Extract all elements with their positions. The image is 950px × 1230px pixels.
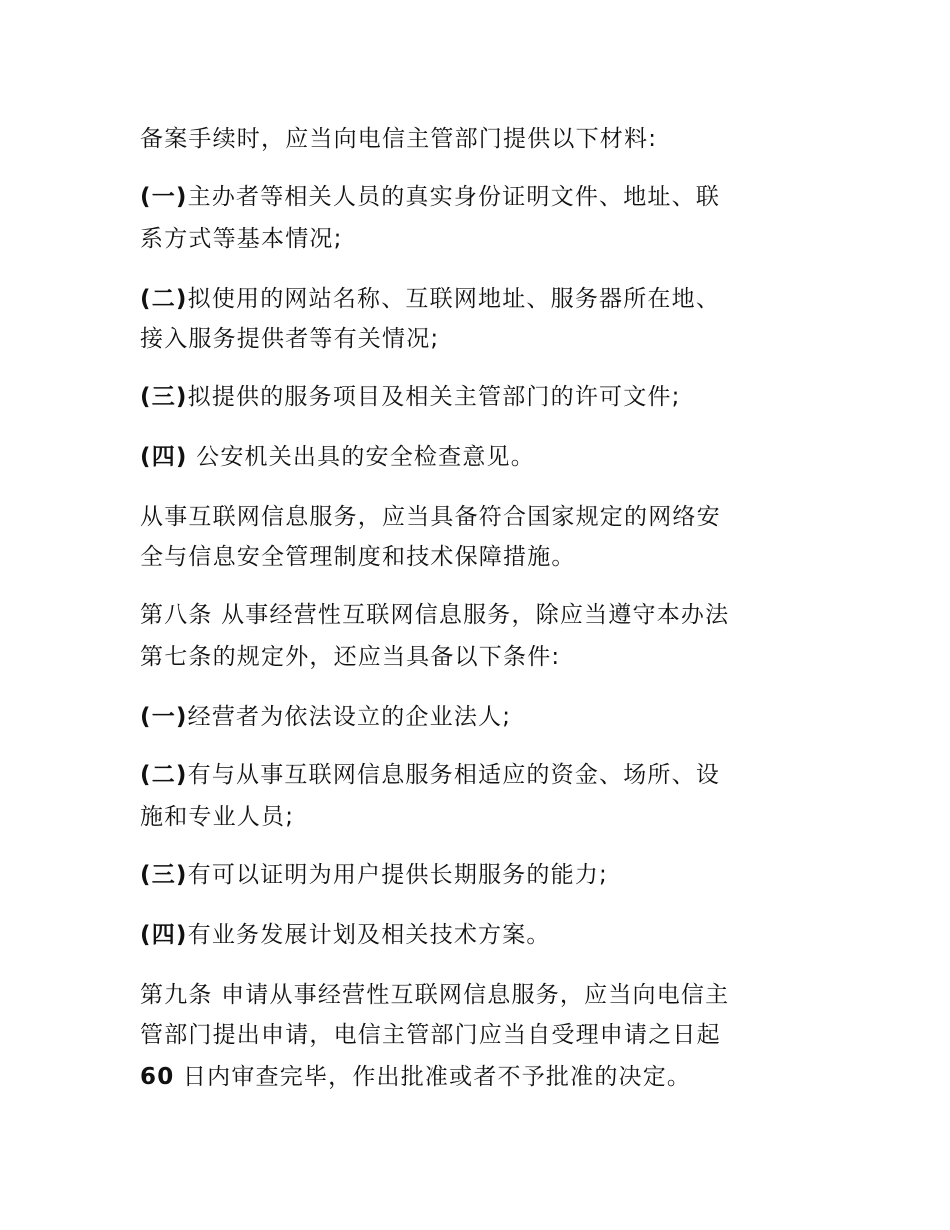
- list-marker: (四): [140, 922, 188, 948]
- line-text: 有可以证明为用户提供长期服务的能力;: [187, 862, 608, 888]
- list-marker: (二): [140, 286, 188, 312]
- text-line: [140, 802, 294, 832]
- text-line: [140, 442, 535, 472]
- number-marker: 60: [140, 1064, 175, 1090]
- text-line: [140, 920, 551, 950]
- list-marker: (四): [140, 444, 188, 470]
- text-line: [140, 760, 720, 790]
- line-text: 有业务发展计划及相关技术方案。: [187, 922, 551, 948]
- text-line: [140, 542, 576, 572]
- text-line: [140, 1020, 721, 1050]
- line-text: 公安机关出具的安全检查意见。: [187, 444, 535, 470]
- list-marker: (二): [140, 762, 188, 788]
- line-text: 管部门提出申请，电信主管部门应当自受理申请之日起: [140, 1022, 721, 1048]
- text-line: [140, 502, 721, 532]
- line-text: 系方式等基本情况;: [140, 226, 343, 252]
- text-line: [140, 702, 511, 732]
- line-text: 主办者等相关人员的真实身份证明文件、地址、联: [187, 184, 721, 210]
- line-text: 接入服务提供者等有关情况;: [140, 326, 440, 352]
- text-line: [140, 182, 720, 212]
- list-marker: (三): [140, 384, 188, 410]
- line-text: 全与信息安全管理制度和技术保障措施。: [140, 544, 576, 570]
- line-text: 第八条 从事经营性互联网信息服务，除应当遵守本办法: [140, 602, 730, 628]
- line-text: 经营者为依法设立的企业法人;: [187, 704, 512, 730]
- text-line: [140, 124, 657, 154]
- line-text: 拟使用的网站名称、互联网地址、服务器所在地、: [187, 286, 721, 312]
- line-text: 拟提供的服务项目及相关主管部门的许可文件;: [187, 384, 681, 410]
- text-line: [140, 642, 560, 672]
- line-text: 施和专业人员;: [140, 804, 295, 830]
- line-text: 备案手续时，应当向电信主管部门提供以下材料:: [140, 126, 658, 152]
- line-text: 日内审查完毕，作出批准或者不予批准的决定。: [174, 1064, 692, 1090]
- list-marker: (一): [140, 184, 188, 210]
- text-line: [140, 324, 439, 354]
- text-line: [140, 284, 720, 314]
- text-line: [140, 860, 608, 890]
- list-marker: (三): [140, 862, 188, 888]
- line-text: 有与从事互联网信息服务相适应的资金、场所、设: [187, 762, 721, 788]
- text-line: [140, 1062, 691, 1092]
- list-marker: (一): [140, 704, 188, 730]
- line-text: 第九条 申请从事经营性互联网信息服务，应当向电信主: [140, 982, 730, 1008]
- line-text: 从事互联网信息服务，应当具备符合国家规定的网络安: [140, 504, 721, 530]
- text-line: [140, 224, 343, 254]
- text-line: [140, 980, 729, 1010]
- line-text: 第七条的规定外，还应当具备以下条件:: [140, 644, 561, 670]
- text-line: [140, 382, 681, 412]
- text-line: [140, 600, 729, 630]
